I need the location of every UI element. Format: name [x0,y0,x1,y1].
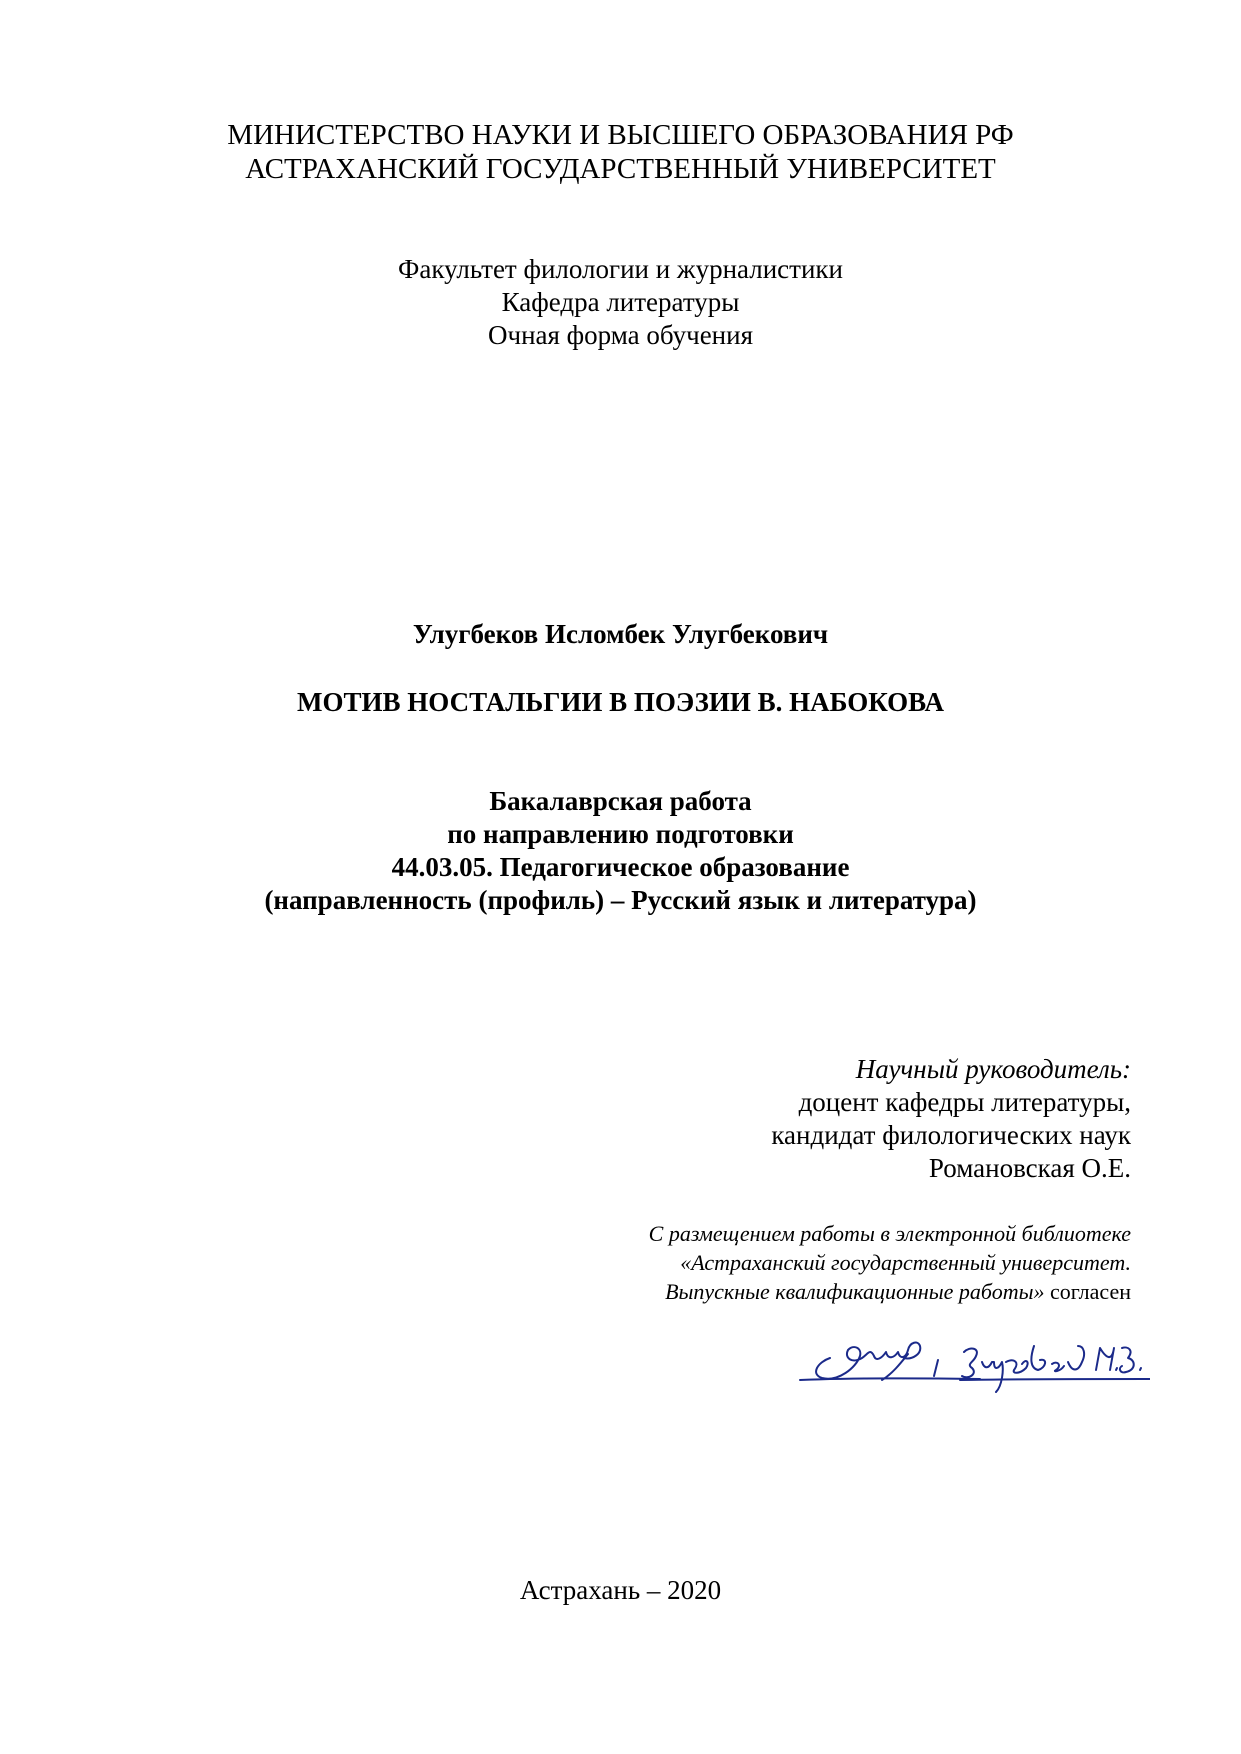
study-form: Очная форма обучения [488,320,753,350]
faculty-name: Факультет филологии и журналистики [398,254,843,284]
author-name: Улугбеков Исломбек Улугбекович [412,619,829,649]
department-name: Кафедра литературы [501,287,740,317]
profile: (направленность (профиль) – Русский язык и литература) [264,885,977,915]
signature-underline [800,1378,980,1380]
signature-flourish [816,1343,920,1379]
initials-handwriting [1096,1347,1141,1372]
consent-line-2: «Астраханский государственный университет. [680,1250,1131,1275]
work-type: Бакалаврская работа [489,786,752,816]
supervisor-block [771,1053,1131,1185]
supervisor-degree: кандидат филологических наук [771,1120,1131,1150]
supervisor-position: доцент кафедры литературы, [798,1087,1131,1117]
handwritten-signature [790,1318,1150,1398]
direction-label: по направлению подготовки [447,819,794,849]
supervisor-name: Романовская О.Е. [928,1153,1131,1183]
consent-block [649,1219,1131,1306]
surname-underline [960,1379,1150,1380]
faculty-block [0,253,1241,352]
signature-stroke [882,1354,908,1380]
thesis-title: МОТИВ НОСТАЛЬГИИ В ПОЭЗИИ В. НАБОКОВА [297,687,944,717]
header-block [0,118,1241,186]
university-name: АСТРАХАНСКИЙ ГОСУДАРСТВЕННЫЙ УНИВЕРСИТЕТ [245,153,996,185]
work-description [0,785,1241,917]
consent-line-3-plain: согласен [1044,1279,1131,1304]
ministry-name: МИНИСТЕРСТВО НАУКИ И ВЫСШЕГО ОБРАЗОВАНИЯ РФ [227,119,1014,151]
surname-handwriting [962,1346,1084,1392]
consent-line-3-italic: Выпускные квалификационные работы» [665,1279,1045,1304]
city-year: Астрахань – 2020 [519,1575,722,1605]
consent-line-3 [649,1277,1131,1306]
consent-line-1: С размещением работы в электронной библиотеке [648,1221,1131,1246]
signature-comma [934,1360,938,1376]
direction-code: 44.03.05. Педагогическое образование [391,852,850,882]
supervisor-label: Научный руководитель: [855,1054,1131,1084]
